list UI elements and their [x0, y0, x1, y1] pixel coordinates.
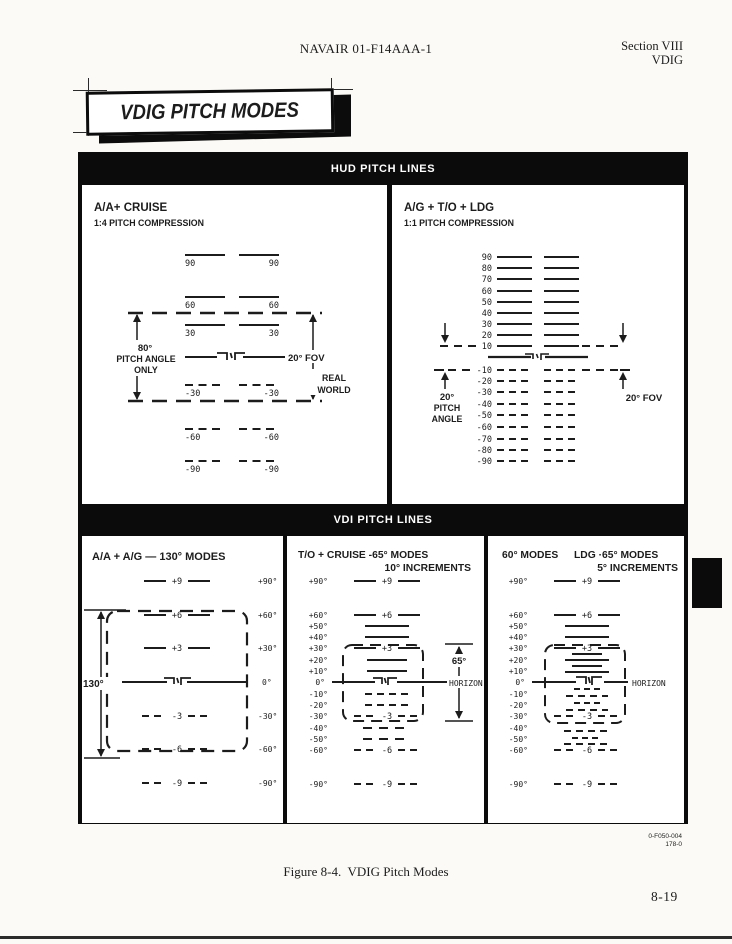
- vdi3-scale-0: +90°: [508, 577, 528, 586]
- vdi-panel-130-modes: [82, 536, 283, 823]
- vdi1-positive-pitch-lines: [108, 581, 246, 682]
- vdi1-waterline-symbol: [164, 678, 191, 685]
- vdi3-scale-3: +40°: [508, 633, 528, 642]
- vdi2-scale-11: -40°: [308, 724, 328, 733]
- hudl-real-line1: REAL: [322, 373, 346, 383]
- vdi3-scale-column: [509, 577, 528, 789]
- hudl-lbl-m30-l: -30: [185, 389, 201, 399]
- vdi3-scale-5: +20°: [508, 656, 528, 665]
- hudr-pos-8: 10: [481, 342, 492, 352]
- vdi3-scale-9: -20°: [508, 701, 528, 710]
- hudr-pitch-line1: PITCH: [433, 403, 461, 413]
- doc-number: NAVAIR 01-F14AAA-1: [299, 41, 433, 56]
- hudr-pos-3: 60: [481, 287, 492, 297]
- hud-right-diagram: [392, 185, 684, 504]
- vdi-65-diagram: [287, 536, 484, 823]
- vdi1-scale-4: -30°: [258, 712, 278, 721]
- vdi3-positive-pitch-lines: [532, 581, 628, 682]
- hudr-negative-pitch-lines: [497, 370, 579, 461]
- hudl-lbl-m90-r: -90: [263, 465, 279, 475]
- hudr-neg-2: -30: [476, 388, 492, 398]
- hudr-neg-0: -10: [476, 366, 492, 376]
- hudl-title: A/A+ CRUISE: [94, 202, 168, 214]
- vdi2-scale-9: -20°: [308, 701, 328, 710]
- vdi2-ladder-m9: -9: [381, 780, 393, 790]
- hud-panels-row: [82, 185, 684, 504]
- hudr-fov-boundary-ext: [440, 346, 624, 370]
- vdi2-ladder-p3: +3: [381, 644, 393, 654]
- vdi3-scale-1: +60°: [508, 611, 528, 620]
- vdi3-waterline-symbol: [576, 677, 602, 685]
- vdi2-ladder-m3: -3: [381, 712, 393, 722]
- vdi1-scale-1: +60°: [258, 611, 278, 620]
- figure-caption: Figure 8-4. VDIG Pitch Modes: [283, 864, 449, 879]
- vdi3-scale-10: -30°: [508, 712, 528, 721]
- vdi2-scale-12: -50°: [308, 735, 328, 744]
- vdi3-negative-pitch-lines: [554, 696, 620, 784]
- vdi2-scale-3: +40°: [308, 633, 328, 642]
- vdi-section-bar: VDI PITCH LINES: [82, 507, 684, 533]
- hudl-fov-label: 20° FOV: [288, 353, 325, 364]
- hudr-fov-label: 20° FOV: [625, 393, 663, 404]
- hudl-waterline-symbol: [217, 353, 245, 360]
- hudr-pos-2: 70: [481, 275, 492, 285]
- vdi1-ladder-m3: -3: [171, 712, 183, 722]
- vdi3-ladder-p3: +3: [581, 644, 593, 654]
- vdi2-scale-14: -90°: [308, 780, 328, 789]
- vdi3-ladder-m3: -3: [581, 712, 593, 722]
- vdi3-horizon-label: HORIZON: [632, 679, 666, 688]
- banner-box: [86, 88, 335, 135]
- hudr-pitch-line2: ANGLE: [431, 414, 463, 424]
- page-bottom-rule: [0, 936, 732, 939]
- vdi2-scale-7: 0°: [315, 678, 325, 687]
- hudr-neg-5: -60: [476, 423, 492, 433]
- vdi2-ladder-p9: +9: [381, 577, 393, 587]
- plate-reference: [648, 833, 682, 848]
- hudr-pos-7: 20: [481, 331, 492, 341]
- plate-line1: 0-F050-004: [648, 833, 682, 840]
- vdi3-scale-12: -50°: [508, 735, 528, 744]
- vdi1-span-label: 130°: [83, 679, 104, 690]
- hudr-pos-6: 30: [481, 320, 492, 330]
- hudl-lbl-m90-l: -90: [185, 465, 201, 475]
- title-banner: [73, 80, 353, 150]
- hudr-neg-4: -50: [476, 411, 492, 421]
- hudr-neg-7: -80: [476, 446, 492, 456]
- hudl-lbl-m30-r: -30: [263, 389, 279, 399]
- hudr-pos-4: 50: [481, 298, 492, 308]
- hudr-title: A/G + T/O + LDG: [404, 202, 495, 214]
- vdi1-ladder-p6: +6: [171, 611, 183, 621]
- plate-line2: 178-0: [665, 840, 682, 848]
- vdi1-ladder-m9: -9: [171, 779, 183, 789]
- vdi2-scale-10: -30°: [308, 712, 328, 721]
- vdi2-positive-pitch-lines: [332, 581, 447, 682]
- figure-8-4: [78, 152, 688, 824]
- hudr-positive-pitch-lines: [497, 257, 579, 346]
- vdi2-scale-2: +50°: [308, 622, 328, 631]
- vdi1-ladder-m6: -6: [171, 745, 183, 755]
- vdi2-span-label: 65°: [451, 656, 467, 667]
- vdi1-scale-6: -90°: [258, 779, 278, 788]
- vdi2-title: T/O + CRUISE -65° MODES: [298, 550, 429, 561]
- vdi2-horizon-label: HORIZON: [449, 679, 483, 688]
- vdi2-scale-6: +10°: [308, 667, 328, 676]
- vdi2-ladder-m6: -6: [381, 746, 393, 756]
- vdi2-scale-4: +30°: [308, 644, 328, 653]
- vdi2-scale-13: -60°: [308, 746, 328, 755]
- vdi-130-diagram: [82, 536, 283, 823]
- vdi1-scale-5: -60°: [258, 745, 278, 754]
- vdi1-scale-2: +30°: [258, 644, 278, 653]
- hudl-lbl-90-r: 90: [268, 259, 279, 269]
- vdi3-scale-2: +50°: [508, 622, 528, 631]
- hudr-subtitle: 1:1 PITCH COMPRESSION: [404, 218, 514, 228]
- hudl-lbl-m60-l: -60: [185, 433, 201, 443]
- page-number: 8-19: [651, 889, 678, 904]
- vdi3-scale-8: -10°: [508, 690, 528, 699]
- hudl-lbl-30-l: 30: [185, 329, 196, 339]
- section-thumb-tab: [692, 558, 722, 608]
- hudr-fov-dim-arrows: [441, 323, 627, 389]
- vdi3-scale-6: +10°: [508, 667, 528, 676]
- vdi2-scale-1: +60°: [308, 611, 328, 620]
- vdi-panel-60-ldg-modes: [488, 536, 684, 823]
- vdi2-ladder-p6: +6: [381, 611, 393, 621]
- hudr-pos-5: 40: [481, 309, 492, 319]
- vdi1-title: A/A + A/G — 130° MODES: [92, 551, 226, 563]
- vdi3-ladder-m6: -6: [581, 746, 593, 756]
- hudr-neg-8: -90: [476, 457, 492, 467]
- hudl-pitch-span: 80°: [137, 343, 153, 354]
- hud-left-diagram: [82, 185, 387, 504]
- hudr-pos-0: 90: [481, 253, 492, 263]
- vdi2-negative-sparse-lines: [363, 728, 411, 739]
- vdi-panel-65-modes: [287, 536, 484, 823]
- section-block: [621, 39, 683, 67]
- vdi-60-diagram: [488, 536, 684, 823]
- vdi3-ladder-p6: +6: [581, 611, 593, 621]
- hud-left-panel: [82, 185, 387, 504]
- vdi3-ladder-m9: -9: [581, 780, 593, 790]
- hud-section-bar: HUD PITCH LINES: [82, 156, 684, 182]
- hudl-pitch-line2: ONLY: [134, 365, 158, 375]
- hudr-neg-1: -20: [476, 377, 492, 387]
- vdi2-subtitle: 10° INCREMENTS: [384, 563, 471, 574]
- vdi3-title2: LDG ·65° MODES: [574, 550, 659, 561]
- vdi1-ladder-p9: +9: [171, 577, 183, 587]
- hudr-pos-1: 80: [481, 264, 492, 274]
- banner-title: VDIG PITCH MODES: [120, 98, 300, 125]
- hudl-lbl-30-r: 30: [268, 329, 279, 339]
- hudr-neg-3: -40: [476, 400, 492, 410]
- vdi2-scale-5: +20°: [308, 656, 328, 665]
- vdi2-scale-8: -10°: [308, 690, 328, 699]
- hudl-lbl-90-l: 90: [185, 259, 196, 269]
- hudl-real-line2: WORLD: [317, 385, 351, 395]
- vdi1-scale-0: +90°: [258, 577, 278, 586]
- hudl-lbl-60-l: 60: [185, 301, 196, 311]
- vdi3-scale-4: +30°: [508, 644, 528, 653]
- vdi2-waterline-symbol: [373, 678, 397, 685]
- vdi3-scale-11: -40°: [508, 724, 528, 733]
- vdi3-ladder-p9: +9: [581, 577, 593, 587]
- vdi3-scale-14: -90°: [508, 780, 528, 789]
- hudr-neg-6: -70: [476, 435, 492, 445]
- hud-right-panel: [392, 185, 684, 504]
- hudl-pitch-line1: PITCH ANGLE: [116, 354, 176, 364]
- subsection-label: VDIG: [651, 53, 683, 67]
- vdi3-scale-7: 0°: [515, 678, 525, 687]
- vdi2-scale-column: [309, 577, 328, 789]
- vdi3-subtitle: 5° INCREMENTS: [597, 563, 678, 574]
- vdi-panels-row: [82, 536, 684, 823]
- hudl-lbl-60-r: 60: [268, 301, 279, 311]
- vdi2-scale-0: +90°: [308, 577, 328, 586]
- hudl-subtitle: 1:4 PITCH COMPRESSION: [94, 218, 204, 228]
- vdi3-title1: 60° MODES: [502, 550, 559, 561]
- section-label: Section VIII: [621, 39, 683, 53]
- vdi1-scale-3: 0°: [262, 678, 272, 687]
- vdi1-ladder-p3: +3: [171, 644, 183, 654]
- vdi3-scale-13: -60°: [508, 746, 528, 755]
- hudr-pitch-span: 20°: [439, 392, 455, 403]
- hudl-lbl-m60-r: -60: [263, 433, 279, 443]
